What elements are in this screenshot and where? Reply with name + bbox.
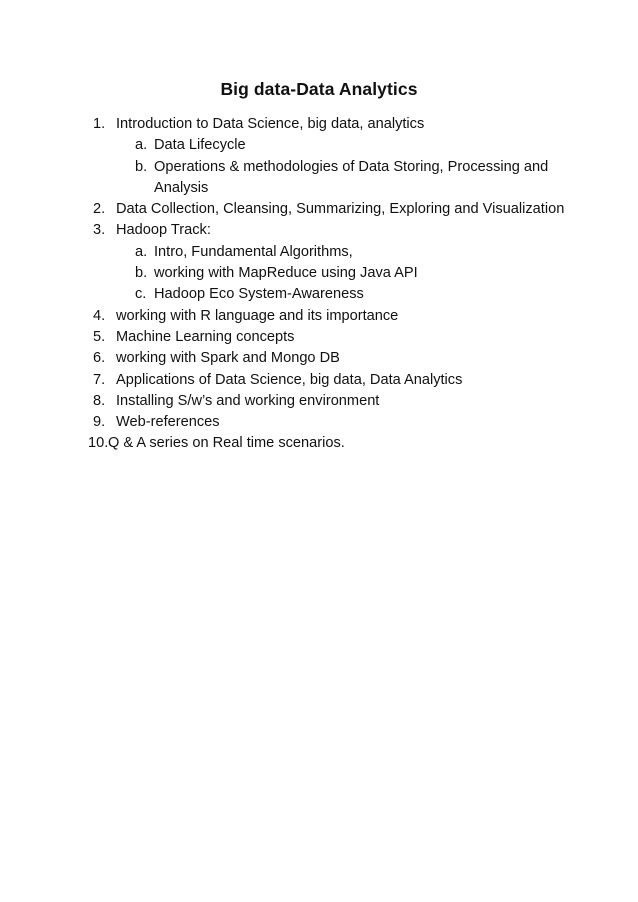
item-number: 9. bbox=[93, 414, 106, 431]
sub-list-item bbox=[116, 242, 578, 263]
sub-item-text: Data Lifecycle bbox=[154, 137, 246, 154]
item-number: 8. bbox=[93, 392, 106, 409]
item-text: Hadoop Track: bbox=[116, 222, 211, 239]
item-text: Introduction to Data Science, big data, analytics bbox=[116, 116, 425, 132]
sub-item-text: working with MapReduce using Java API bbox=[154, 265, 418, 282]
sub-item-text: Hadoop Eco System-Awareness bbox=[154, 286, 364, 303]
sub-list-item bbox=[116, 263, 578, 284]
sub-item-letter: a. bbox=[135, 137, 148, 154]
item-text: working with Spark and Mongo DB bbox=[116, 350, 340, 367]
item-text: Web-references bbox=[116, 414, 220, 431]
item-text: working with R language and its importance bbox=[116, 307, 399, 324]
item-number: 6. bbox=[93, 350, 106, 367]
item-number: 5. bbox=[93, 328, 106, 345]
sub-list bbox=[116, 135, 578, 199]
item-text: Machine Learning concepts bbox=[116, 328, 295, 345]
sub-list-item bbox=[116, 284, 578, 305]
list-item bbox=[0, 199, 638, 220]
item-number: 3. bbox=[93, 222, 106, 239]
item-text: Installing S/w’s and working environment bbox=[116, 392, 380, 409]
item-number: 2. bbox=[93, 201, 106, 218]
item-number: 7. bbox=[93, 371, 106, 388]
item-number: 10. bbox=[88, 435, 109, 452]
sub-item-text: Intro, Fundamental Algorithms, bbox=[154, 243, 353, 260]
sub-item-text: Operations & methodologies of Data Storing, Processing and Analysis bbox=[154, 158, 549, 196]
list-item bbox=[0, 114, 638, 199]
item-number: 1. bbox=[93, 116, 106, 132]
list-item bbox=[0, 348, 638, 369]
sub-item-letter: c. bbox=[135, 286, 147, 303]
list-item bbox=[0, 370, 638, 391]
list-item bbox=[0, 391, 638, 412]
list-item bbox=[0, 412, 638, 433]
list-item bbox=[0, 220, 638, 305]
list-item bbox=[0, 433, 638, 454]
item-text: Data Collection, Cleansing, Summarizing, Exploring and Visualization bbox=[116, 201, 565, 218]
sub-list-item bbox=[116, 135, 578, 156]
sub-list-item bbox=[116, 157, 578, 200]
document-title: Big data-Data Analytics bbox=[220, 79, 418, 99]
sub-list bbox=[116, 242, 578, 306]
list-item bbox=[0, 306, 638, 327]
item-text: Applications of Data Science, big data, Data Analytics bbox=[116, 371, 463, 388]
item-number: 4. bbox=[93, 307, 106, 324]
list-item bbox=[0, 327, 638, 348]
sub-item-letter: a. bbox=[135, 243, 148, 260]
sub-item-letter: b. bbox=[135, 158, 148, 175]
sub-item-letter: b. bbox=[135, 265, 148, 282]
item-text: Q & A series on Real time scenarios. bbox=[108, 435, 345, 452]
topic-list bbox=[0, 114, 638, 455]
